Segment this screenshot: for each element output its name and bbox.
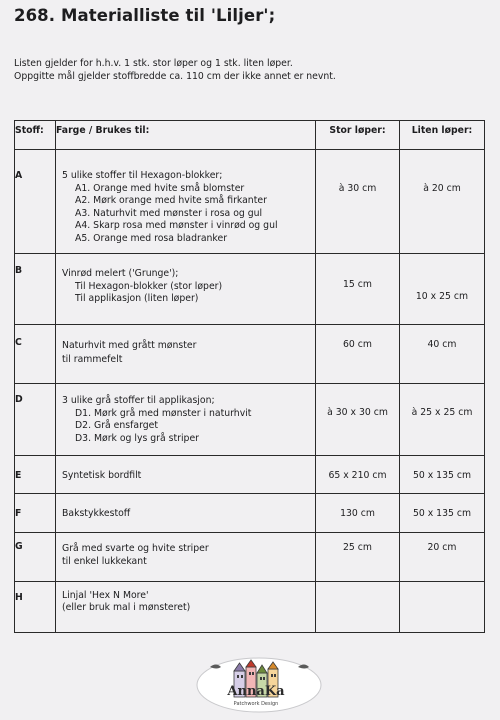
row-line: Bakstykkestoff	[62, 508, 131, 519]
row-line: A2. Mørk orange med hvite små firkanter	[75, 195, 267, 206]
table-row	[15, 254, 485, 325]
row-stor-value: 130 cm	[316, 494, 400, 533]
row-liten-value: à 20 cm	[400, 150, 485, 254]
row-line: Syntetisk bordfilt	[62, 470, 142, 481]
row-description	[56, 533, 316, 582]
row-line: 3 ulike grå stoffer til applikasjon;	[62, 395, 215, 406]
annaka-logo	[196, 655, 322, 713]
table-row	[15, 384, 485, 456]
row-description	[56, 150, 316, 254]
row-liten-value: à 25 x 25 cm	[400, 384, 485, 456]
table-row	[15, 325, 485, 384]
row-description	[56, 494, 316, 533]
header-liten: Liten løper:	[400, 121, 485, 150]
row-line: D1. Mørk grå med mønster i naturhvit	[75, 407, 252, 419]
row-line: D2. Grå ensfarget	[75, 420, 159, 431]
row-liten-value: 50 x 135 cm	[400, 494, 485, 533]
row-stoff: A	[15, 150, 56, 254]
intro-text	[14, 57, 336, 83]
row-stor-value: 25 cm	[316, 533, 400, 582]
row-liten-value: 20 cm	[400, 533, 485, 582]
intro-line-2: Oppgitte mål gjelder stoffbredde ca. 110 cm der ikke annet er nevnt.	[14, 71, 336, 82]
material-table	[14, 120, 485, 633]
row-stor-value: à 30 cm	[316, 150, 400, 254]
row-line: D3. Mørk og lys grå striper	[75, 432, 199, 444]
page-title: 268. Materialliste til 'Liljer';	[14, 6, 276, 25]
header-farge: Farge / Brukes til:	[56, 121, 316, 150]
table-row	[15, 582, 485, 633]
row-stor-value: 65 x 210 cm	[316, 456, 400, 494]
row-stor-value: 15 cm	[316, 254, 400, 325]
intro-line-1: Listen gjelder for h.h.v. 1 stk. stor løper og 1 stk. liten løper.	[14, 58, 293, 69]
row-line: Naturhvit med grått mønster	[62, 340, 197, 351]
table-row	[15, 456, 485, 494]
table-row	[15, 150, 485, 254]
header-stor: Stor løper:	[316, 121, 400, 150]
row-stor-value: 60 cm	[316, 325, 400, 384]
table-row	[15, 533, 485, 582]
row-line: til rammefelt	[62, 354, 123, 365]
row-liten-value: 10 x 25 cm	[400, 254, 485, 325]
row-stoff: H	[15, 582, 56, 633]
row-stoff: F	[15, 494, 56, 533]
row-line: Til Hexagon-blokker (stor løper)	[75, 280, 223, 292]
row-description	[56, 582, 316, 633]
row-line: Vinrød melert ('Grunge');	[62, 268, 179, 279]
row-stor-value: à 30 x 30 cm	[316, 384, 400, 456]
logo-brand: AnnaKa	[227, 684, 285, 699]
row-line: Linjal 'Hex N More'	[62, 590, 149, 601]
row-stor-value	[316, 582, 400, 633]
row-line: (eller bruk mal i mønsteret)	[62, 602, 191, 613]
row-line: A3. Naturhvit med mønster i rosa og gul	[75, 207, 263, 219]
row-stoff: D	[15, 384, 56, 456]
row-liten-value: 50 x 135 cm	[400, 456, 485, 494]
row-stoff: C	[15, 325, 56, 384]
row-description	[56, 325, 316, 384]
row-line: til enkel lukkekant	[62, 556, 147, 567]
row-line: Til applikasjon (liten løper)	[75, 293, 199, 304]
row-description	[56, 384, 316, 456]
row-line: A1. Orange med hvite små blomster	[75, 182, 245, 194]
row-stoff: E	[15, 456, 56, 494]
row-line: A4. Skarp rosa med mønster i vinrød og gul	[75, 220, 278, 231]
row-line: Grå med svarte og hvite striper	[62, 543, 209, 554]
row-line: 5 ulike stoffer til Hexagon-blokker;	[62, 170, 223, 181]
header-stoff: Stoff:	[15, 121, 56, 150]
row-stoff: G	[15, 533, 56, 582]
logo-graphic	[196, 655, 322, 713]
logo-tagline: Patchwork Design	[233, 701, 279, 707]
row-liten-value: 40 cm	[400, 325, 485, 384]
row-description	[56, 456, 316, 494]
table-row	[15, 494, 485, 533]
row-line: A5. Orange med rosa bladranker	[75, 232, 228, 244]
row-description	[56, 254, 316, 325]
table-header-row	[15, 121, 485, 150]
row-stoff: B	[15, 254, 56, 325]
row-liten-value	[400, 582, 485, 633]
